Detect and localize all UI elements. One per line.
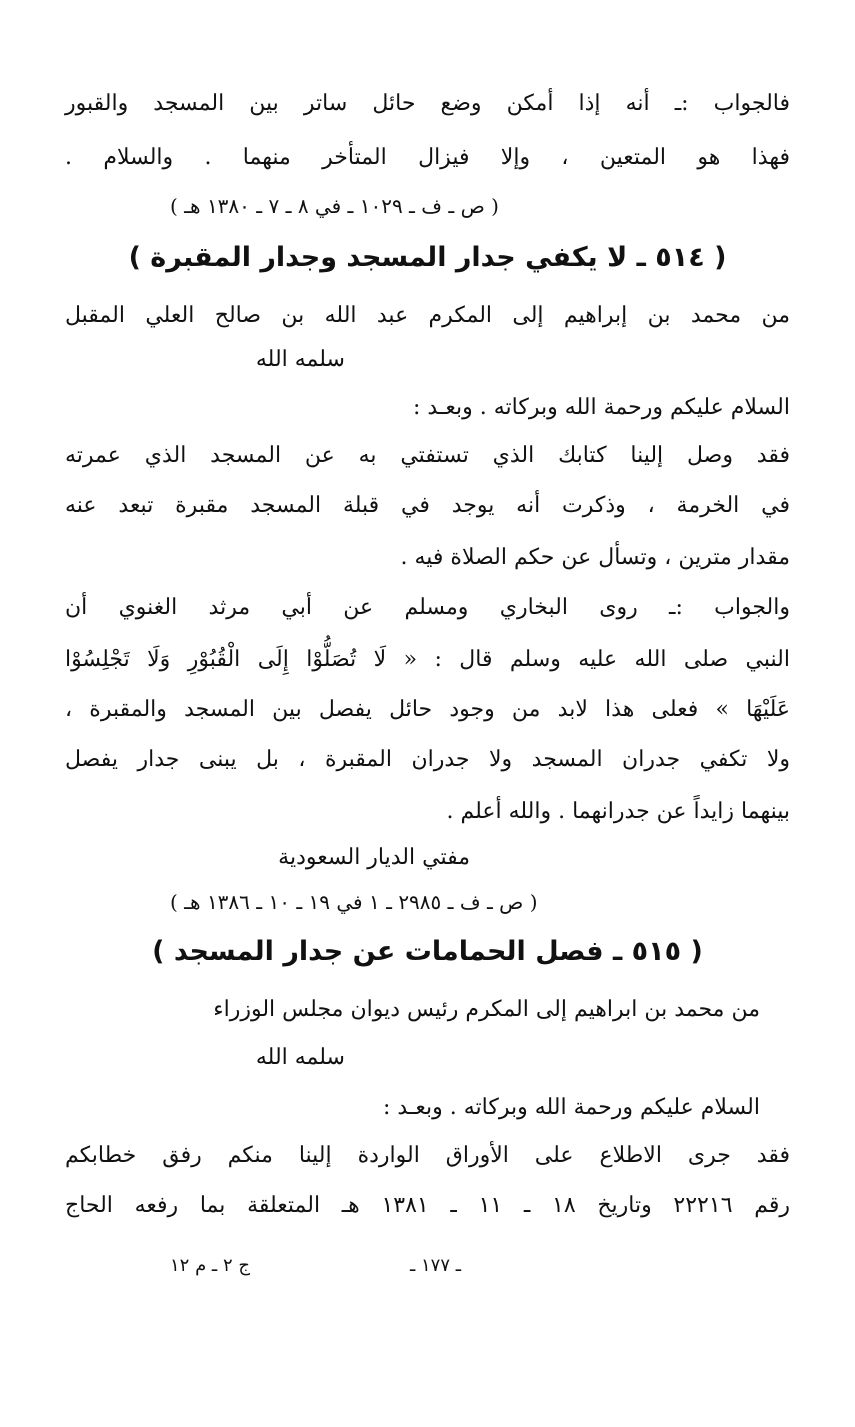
section-heading-514: ( ٥١٤ ـ لا يكفي جدار المسجد وجدار المقبرة )	[128, 242, 727, 273]
text-line: فالجواب :ـ أنه إذا أمكن وضع حائل ساتر بين المسجد والقبور	[65, 91, 790, 116]
greeting-line: السلام عليكم ورحمة الله وبركاته . وبعـد :	[413, 395, 790, 420]
volume-mark: ج ٢ ـ م ١٢	[170, 1255, 250, 1276]
text-line: سلمه الله	[255, 1045, 345, 1070]
text-line: فقد جرى الاطلاع على الأوراق الواردة إلينا منكم رفق خطابكم	[65, 1143, 790, 1168]
reference-citation: ( ص ـ ف ـ ٢٩٨٥ ـ ١ في ١٩ ـ ١٠ ـ ١٣٨٦ هـ )	[170, 890, 538, 914]
text-line: فهذا هو المتعين ، وإلا فيزال المتأخر منهما . والسلام .	[65, 145, 790, 170]
reference-citation: ( ص ـ ف ـ ١٠٢٩ ـ في ٨ ـ ٧ ـ ١٣٨٠ هـ )	[170, 194, 499, 218]
greeting-line: السلام عليكم ورحمة الله وبركاته . وبعـد :	[383, 1095, 760, 1120]
text-line: رقم ٢٢٢١٦ وتاريخ ١٨ ـ ١١ ـ ١٣٨١ هـ المتعلقة بما رفعه الحاج	[65, 1193, 790, 1218]
page-number: ـ ١٧٧ ـ	[410, 1255, 462, 1276]
text-line: من محمد بن ابراهيم إلى المكرم رئيس ديوان مجلس الوزراء	[213, 997, 760, 1022]
text-line: عَلَيْهَا » فعلى هذا لابد من وجود حائل يفصل بين المسجد والمقبرة ،	[65, 697, 790, 722]
section-heading-515: ( ٥١٥ ـ فصل الحمامات عن جدار المسجد )	[152, 936, 703, 967]
text-line: فقد وصل إلينا كتابك الذي تستفتي به عن المسجد الذي عمرته	[65, 443, 790, 468]
text-line: ولا تكفي جدران المسجد ولا جدران المقبرة ، بل يبنى جدار يفصل	[65, 747, 790, 772]
text-line: بينهما زايداً عن جدرانهما . والله أعلم .	[446, 799, 790, 824]
text-line: سلمه الله	[255, 347, 345, 372]
text-line: من محمد بن إبراهيم إلى المكرم عبد الله بن صالح العلي المقبل	[65, 303, 790, 328]
text-line: في الخرمة ، وذكرت أنه يوجد في قبلة المسجد مقبرة تبعد عنه	[65, 493, 790, 518]
hadith-line: النبي صلى الله عليه وسلم قال : « لَا تُصَلُّوْا إِلَى الْقُبُوْرِ وَلَا تَجْلِسُوْا	[65, 647, 790, 672]
text-line: مقدار مترين ، وتسأل عن حكم الصلاة فيه .	[400, 545, 790, 570]
signature-line: مفتي الديار السعودية	[278, 845, 470, 870]
text-line: والجواب :ـ روى البخاري ومسلم عن أبي مرثد الغنوي أن	[65, 595, 790, 620]
